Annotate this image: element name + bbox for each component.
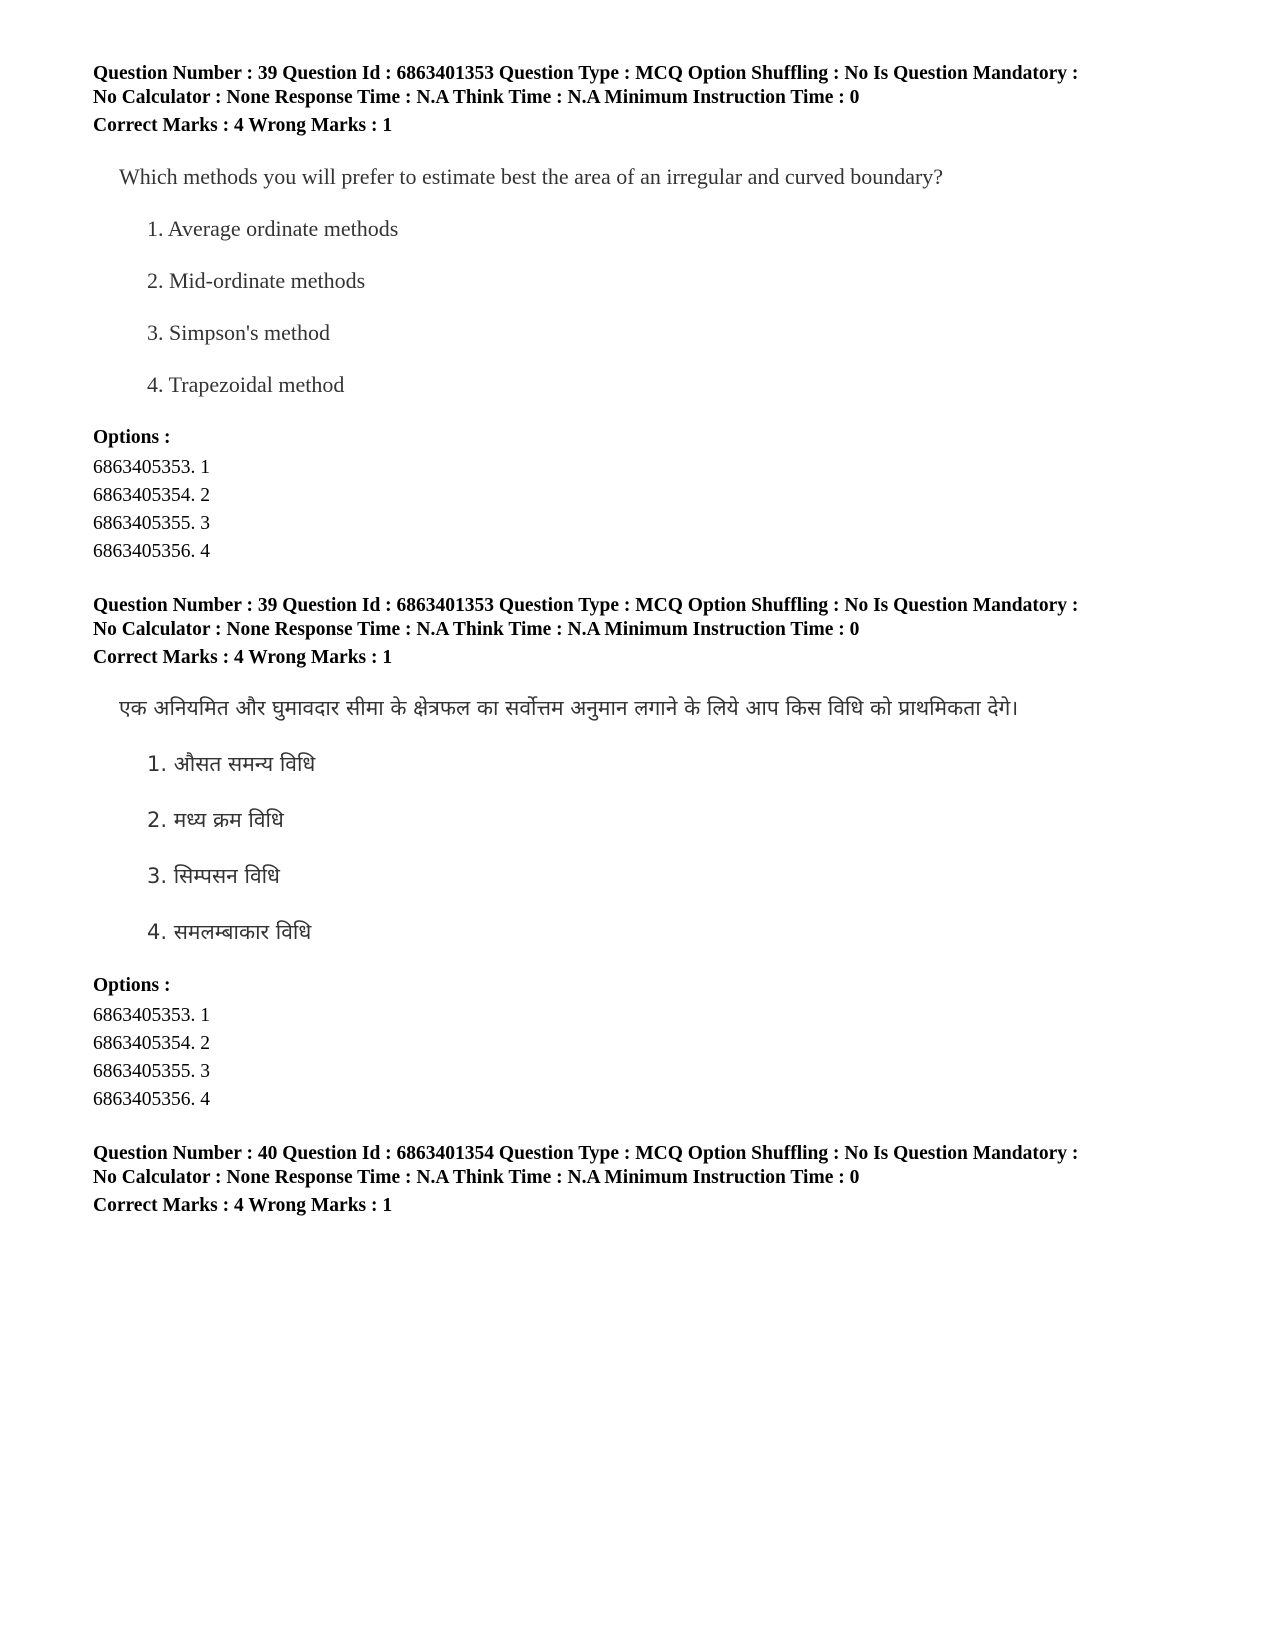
option-row: 6863405355. 3: [93, 513, 210, 534]
question-marks: Correct Marks : 4 Wrong Marks : 1: [93, 1195, 393, 1216]
choice-item: 1. औसत समन्य विधि: [147, 752, 316, 776]
question-stem: एक अनियमित और घुमावदार सीमा के क्षेत्रफल का सर्वोत्तम अनुमान लगाने के लिये आप किस विधि को प्राथमिकता देगे।: [119, 696, 1019, 720]
choice-item: 4. Trapezoidal method: [147, 372, 345, 397]
choice-item: 2. मध्य क्रम विधि: [147, 808, 284, 832]
question-marks: Correct Marks : 4 Wrong Marks : 1: [93, 115, 393, 136]
document-page: [93, 62, 1213, 1246]
question-meta: [93, 594, 1213, 642]
option-row: 6863405356. 4: [93, 541, 210, 562]
option-row: 6863405353. 1: [93, 457, 210, 478]
option-row: 6863405354. 2: [93, 1033, 210, 1054]
options-heading: Options :: [93, 975, 171, 996]
question-meta-line-2: No Calculator : None Response Time : N.A Think Time : N.A Minimum Instruction Time : 0: [93, 1167, 860, 1188]
option-row: 6863405355. 3: [93, 1061, 210, 1082]
choice-item: 3. सिम्पसन विधि: [147, 864, 280, 888]
options-heading: Options :: [93, 427, 171, 448]
choice-item: 4. समलम्बाकार विधि: [147, 920, 312, 944]
question-meta-line-1: Question Number : 40 Question Id : 6863401354 Question Type : MCQ Option Shuffling : No Is Question Mandatory :: [93, 1143, 1079, 1164]
question-block-39-hindi: [93, 594, 1213, 1114]
question-block-39-english: [93, 62, 1213, 566]
choice-list: [147, 214, 1213, 400]
question-marks: Correct Marks : 4 Wrong Marks : 1: [93, 647, 393, 668]
question-meta: [93, 62, 1213, 110]
question-meta-line-1: Question Number : 39 Question Id : 6863401353 Question Type : MCQ Option Shuffling : No Is Question Mandatory :: [93, 595, 1079, 616]
choice-item: 1. Average ordinate methods: [147, 216, 399, 241]
option-row: 6863405353. 1: [93, 1005, 210, 1026]
question-meta: [93, 1142, 1213, 1190]
options-list: [93, 1002, 1213, 1114]
question-block-40: [93, 1142, 1213, 1218]
option-row: 6863405356. 4: [93, 1089, 210, 1110]
options-list: [93, 454, 1213, 566]
choice-item: 2. Mid-ordinate methods: [147, 268, 366, 293]
choice-list: [147, 748, 1213, 948]
question-meta-line-1: Question Number : 39 Question Id : 6863401353 Question Type : MCQ Option Shuffling : No Is Question Mandatory :: [93, 63, 1079, 84]
question-meta-line-2: No Calculator : None Response Time : N.A Think Time : N.A Minimum Instruction Time : 0: [93, 87, 860, 108]
question-meta-line-2: No Calculator : None Response Time : N.A Think Time : N.A Minimum Instruction Time : 0: [93, 619, 860, 640]
option-row: 6863405354. 2: [93, 485, 210, 506]
question-stem: Which methods you will prefer to estimate best the area of an irregular and curved boundary?: [119, 164, 944, 189]
choice-item: 3. Simpson's method: [147, 320, 331, 345]
